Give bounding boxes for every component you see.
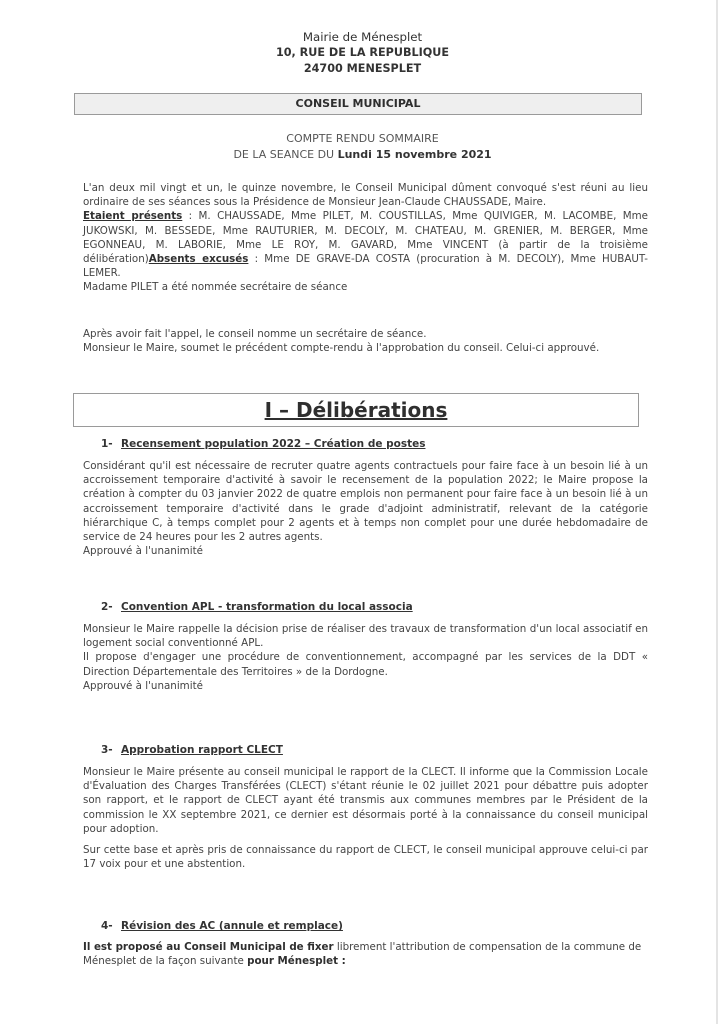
deliberation-2-body xyxy=(83,622,648,693)
mairie-street: 10, RUE DE LA REPUBLIQUE xyxy=(275,46,450,59)
intro-opening: L'an deux mil vingt et un, le quinze novembre, le Conseil Municipal dûment convoqué s'est réuni au lieu ordinaire de ses séances sous la Présidence de Monsieur Jean-Claude CHAUSSADE, Maire. xyxy=(83,182,648,209)
deliberation-4-lead-bold: Il est proposé au Conseil Municipal de fixer xyxy=(83,941,334,953)
report-title-prefix: DE LA SEANCE DU xyxy=(233,148,338,161)
deliberation-1-title-text: Recensement population 2022 – Création de postes xyxy=(121,438,426,450)
deliberation-2-title-text: Convention APL - transformation du local associa xyxy=(121,601,413,613)
deliberation-2-text-2: Il propose d'engager une procédure de conventionnement, accompagné par les services de la DDT « Direction Départementale des Territoires » de la Dordogne. xyxy=(83,651,648,678)
report-title-line2 xyxy=(0,147,725,163)
present-list: : M. CHAUSSADE, Mme PILET, M. COUSTILLAS, Mme QUIVIGER, M. LACOMBE, Mme JUKOWSKI, M. BESSEDE, Mme RAUTURIER, M. DECOLY, M. CHATEAU, M. GRENIER, M. BERGER, Mme EGONNEAU, M. LABORIE, Mme LE ROY, M. GAVARD, Mme VINCENT (à partir de la troisième délibération) xyxy=(83,210,648,266)
absent-list: : Mme DE GRAVE-DA COSTA (procuration à M. DECOLY), Mme HUBAUT-LEMER. xyxy=(83,253,648,280)
deliberation-2-title xyxy=(101,601,413,613)
deliberation-1-body xyxy=(83,459,648,558)
deliberation-4-title xyxy=(101,920,343,932)
meeting-date: Lundi 15 novembre 2021 xyxy=(337,148,492,161)
report-title xyxy=(0,131,725,163)
roll-call-line2: Monsieur le Maire, soumet le précédent compte-rendu à l'approbation du conseil. Celui-ci approuvé. xyxy=(83,342,600,355)
deliberation-2-text-1: Monsieur le Maire rappelle la décision prise de réaliser des travaux de transformation d'un local associatif en logement social conventionné APL. xyxy=(83,623,648,650)
deliberation-3-number: 3- xyxy=(101,744,113,756)
conseil-banner: CONSEIL MUNICIPAL xyxy=(74,93,642,115)
deliberation-3-body xyxy=(83,765,648,871)
deliberation-4-title-text: Révision des AC (annule et remplace) xyxy=(121,920,343,932)
secretary-note: Madame PILET a été nommée secrétaire de séance xyxy=(83,281,348,294)
deliberation-3-title xyxy=(101,744,283,756)
letterhead xyxy=(0,29,725,77)
report-title-line1: COMPTE RENDU SOMMAIRE xyxy=(286,132,439,145)
absent-label: Absents excusés xyxy=(148,253,249,266)
present-label: Etaient présents xyxy=(83,210,183,223)
deliberation-2-result: Approuvé à l'unanimité xyxy=(83,679,203,692)
roll-call-line1: Après avoir fait l'appel, le conseil nomme un secrétaire de séance. xyxy=(83,328,427,340)
deliberations-heading-box xyxy=(73,393,639,427)
roll-call xyxy=(83,327,648,355)
deliberation-4-lead-text: librement l'attribution de compensation de la commune de Ménesplet de la façon suivante xyxy=(83,941,642,968)
deliberations-heading: I – Délibérations xyxy=(264,398,448,422)
deliberation-1-title xyxy=(101,438,425,450)
deliberation-3-text-2: Sur cette base et après pris de connaissance du rapport de CLECT, le conseil municipal approuve celui-ci par 17 voix pour et une abstention. xyxy=(83,844,648,871)
deliberation-4-body xyxy=(83,940,648,968)
deliberation-1-number: 1- xyxy=(101,438,113,450)
deliberation-4-number: 4- xyxy=(101,920,113,932)
deliberation-3-title-text: Approbation rapport CLECT xyxy=(121,744,283,756)
deliberation-2-number: 2- xyxy=(101,601,113,613)
mairie-name: Mairie de Ménesplet xyxy=(302,30,423,44)
deliberation-1-text: Considérant qu'il est nécessaire de recruter quatre agents contractuels pour faire face à un besoin lié à un accroissement temporaire d'activité à savoir le recensement de la population 2022; le Maire propose la création à compter du 03 janvier 2022 de quatre emplois non permanent pour faire face à un besoin lié à un accroissement temporaire d'activité dans le grade d'adjoint administratif, relevant de la catégorie hiérarchique C, à temps complet pour 2 agents et à temps non complet pour une durée hebdomadaire de service de 24 heures pour les 2 autres agents. xyxy=(83,460,648,544)
deliberation-4-lead-end: pour Ménesplet : xyxy=(247,955,346,968)
deliberation-1-result: Approuvé à l'unanimité xyxy=(83,545,203,558)
mairie-city: 24700 MENESPLET xyxy=(303,62,422,75)
attendance xyxy=(83,209,648,280)
intro-paragraph xyxy=(83,181,648,295)
deliberation-3-text-1: Monsieur le Maire présente au conseil municipal le rapport de la CLECT. Il informe que la Commission Locale d'Évaluation des Charges Transférées (CLECT) s'étant réunie le 02 juillet 2021 pour débattre puis adopter son rapport, et le rapport de CLECT ayant été transmis aux communes membres par le Président de la commission le XX septembre 2021, ce dernier est désormais porté à la connaissance du conseil municipal pour adoption. xyxy=(83,766,648,835)
